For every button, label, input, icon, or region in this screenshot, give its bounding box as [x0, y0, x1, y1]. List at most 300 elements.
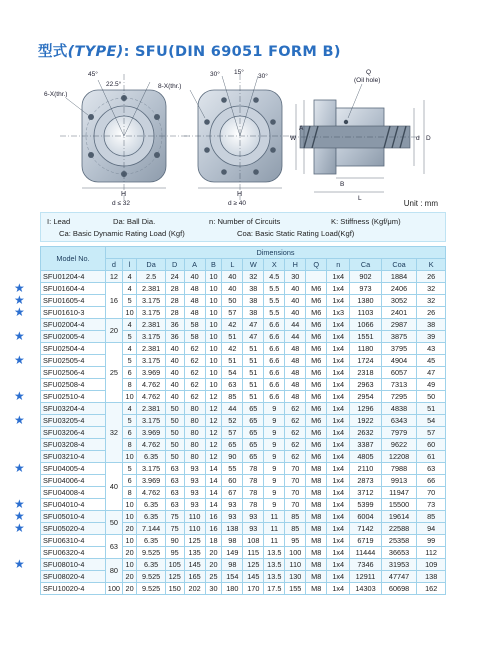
cell-w: 65 [243, 427, 264, 439]
cell-d: 24 [165, 271, 184, 283]
cell-ca: 2632 [350, 427, 381, 439]
model-cell: SFU03206-4 [41, 427, 106, 439]
cell-n: 1x4 [327, 343, 350, 355]
cell-q: M6 [306, 391, 327, 403]
cell-coa: 7313 [381, 379, 417, 391]
cell-d: 36 [165, 319, 184, 331]
cell-k: 112 [417, 547, 446, 559]
cell-b: 12 [205, 415, 222, 427]
model-cell: SFU04008-4 [41, 487, 106, 499]
cell-q [306, 271, 327, 283]
cell-da: 2.381 [137, 319, 165, 331]
cell-ca: 6719 [350, 535, 381, 547]
cell-b: 18 [205, 535, 222, 547]
cell-d: 90 [165, 535, 184, 547]
cell-coa: 22588 [381, 523, 417, 535]
side-view [290, 69, 431, 202]
cell-d: 80 [106, 559, 123, 583]
cell-coa: 9622 [381, 439, 417, 451]
cell-coa: 31953 [381, 559, 417, 571]
cell-l: 85 [222, 391, 243, 403]
cell-q: M6 [306, 355, 327, 367]
cell-b: 12 [205, 391, 222, 403]
cell-q: M6 [306, 415, 327, 427]
cell-n: 1x4 [327, 487, 350, 499]
cell-d: 50 [165, 451, 184, 463]
cell-x: 9 [264, 499, 285, 511]
cell-d: 20 [106, 319, 123, 343]
cell-coa: 4904 [381, 355, 417, 367]
cell-k: 66 [417, 475, 446, 487]
side-b-label: B [340, 181, 345, 188]
cell-a: 58 [184, 319, 205, 331]
cell-l: 67 [222, 487, 243, 499]
column-header-a: A [184, 259, 205, 271]
cell-k: 63 [417, 463, 446, 475]
cell-a: 80 [184, 415, 205, 427]
unit-label: Unit : mm [403, 199, 438, 208]
cell-q: M6 [306, 367, 327, 379]
cell-coa: 6343 [381, 415, 417, 427]
cell-a: 93 [184, 475, 205, 487]
cell-ca: 1103 [350, 307, 381, 319]
cell-a: 165 [184, 571, 205, 583]
cell-h: 62 [285, 403, 306, 415]
cell-w: 32 [243, 271, 264, 283]
cell-k: 70 [417, 487, 446, 499]
cell-w: 38 [243, 295, 264, 307]
legend-box [40, 212, 446, 242]
cell-ca: 4805 [350, 451, 381, 463]
cell-d: 40 [165, 379, 184, 391]
cell-d: 50 [165, 403, 184, 415]
cell-h: 40 [285, 295, 306, 307]
cell-ca: 2318 [350, 367, 381, 379]
table-row [41, 319, 446, 331]
cell-q: M6 [306, 427, 327, 439]
model-cell: SFU03210-4 [41, 451, 106, 463]
model-cell: SFU01605-4 [41, 295, 106, 307]
table-row [41, 367, 446, 379]
cell-d: 63 [165, 475, 184, 487]
table-row [41, 559, 446, 571]
cell-da: 4.762 [137, 439, 165, 451]
legend-ball-dia: Da: Ball Dia. [113, 217, 156, 226]
cell-l: 5 [122, 355, 137, 367]
cell-l: 10 [122, 307, 137, 319]
cell-h: 62 [285, 439, 306, 451]
cell-k: 32 [417, 295, 446, 307]
column-header-w: W [243, 259, 264, 271]
cell-da: 3.175 [137, 295, 165, 307]
table-row [41, 571, 446, 583]
model-cell: SFU01604-4 [41, 283, 106, 295]
left-holes-label: 6-X(thr.) [44, 91, 68, 98]
left-d-label: d ≤ 32 [112, 200, 131, 207]
model-header: Model No. [41, 247, 106, 271]
model-cell: SFU04006-4 [41, 475, 106, 487]
cell-d: 28 [165, 307, 184, 319]
cell-d: 63 [165, 487, 184, 499]
cell-da: 2.5 [137, 271, 165, 283]
cell-da: 7.144 [137, 523, 165, 535]
cell-x: 9 [264, 463, 285, 475]
model-cell: SFU02506-4 [41, 367, 106, 379]
specs-table [40, 246, 446, 595]
cell-w: 51 [243, 355, 264, 367]
side-a-label: A [299, 125, 304, 132]
cell-ca: 7346 [350, 559, 381, 571]
cell-da: 9.525 [137, 571, 165, 583]
cell-h: 70 [285, 463, 306, 475]
legend-circuits: n: Number of Circuits [209, 217, 281, 226]
cell-h: 110 [285, 559, 306, 571]
flange-view-left [44, 70, 190, 207]
cell-k: 43 [417, 343, 446, 355]
cell-d: 50 [165, 427, 184, 439]
cell-b: 10 [205, 331, 222, 343]
legend-lead: I: Lead [47, 217, 71, 226]
cell-k: 26 [417, 271, 446, 283]
cell-q: M6 [306, 331, 327, 343]
cell-k: 26 [417, 307, 446, 319]
cell-l: 50 [222, 295, 243, 307]
table-row [41, 535, 446, 547]
cell-d: 28 [165, 283, 184, 295]
cell-ca: 3387 [350, 439, 381, 451]
legend-stiffness: K: Stiffness (Kgf/μm) [331, 217, 401, 226]
model-cell: SFU05020-4 [41, 523, 106, 535]
cell-l: 6 [122, 427, 137, 439]
cell-da: 2.381 [137, 283, 165, 295]
cell-b: 30 [205, 583, 222, 595]
cell-n: 1x4 [327, 523, 350, 535]
cell-d: 25 [106, 343, 123, 403]
cell-n: 1x4 [327, 331, 350, 343]
model-cell: SFU02508-4 [41, 379, 106, 391]
mid-d-label: d ≥ 40 [228, 200, 247, 207]
model-cell: SFU02504-4 [41, 343, 106, 355]
cell-x: 4.5 [264, 271, 285, 283]
cell-a: 110 [184, 511, 205, 523]
table-body [41, 271, 446, 595]
cell-k: 32 [417, 283, 446, 295]
cell-ca: 1380 [350, 295, 381, 307]
cell-da: 3.175 [137, 355, 165, 367]
cell-x: 6.6 [264, 391, 285, 403]
cell-d: 32 [106, 403, 123, 463]
table-row [41, 271, 446, 283]
cell-coa: 7988 [381, 463, 417, 475]
cell-q: M8 [306, 559, 327, 571]
mid-angle-30a: 30° [210, 71, 220, 78]
cell-w: 38 [243, 283, 264, 295]
cell-l: 4 [122, 343, 137, 355]
cell-b: 10 [205, 271, 222, 283]
table-row [41, 487, 446, 499]
cell-x: 9 [264, 451, 285, 463]
cell-q: M6 [306, 319, 327, 331]
model-cell: SFU06320-4 [41, 547, 106, 559]
cell-b: 10 [205, 295, 222, 307]
cell-coa: 2987 [381, 319, 417, 331]
star-icon: ★ [14, 557, 25, 571]
cell-b: 20 [205, 547, 222, 559]
cell-x: 9 [264, 439, 285, 451]
cell-l: 10 [122, 559, 137, 571]
cell-x: 6.6 [264, 355, 285, 367]
star-icon: ★ [14, 305, 25, 319]
cell-b: 10 [205, 355, 222, 367]
cell-da: 3.175 [137, 331, 165, 343]
cell-l: 93 [222, 511, 243, 523]
side-d-label: d [416, 135, 420, 142]
cell-k: 109 [417, 559, 446, 571]
table-row [41, 511, 446, 523]
cell-w: 65 [243, 451, 264, 463]
cell-w: 93 [243, 511, 264, 523]
column-header-k: K [417, 259, 446, 271]
cell-k: 49 [417, 379, 446, 391]
cell-ca: 1724 [350, 355, 381, 367]
cell-d: 50 [165, 439, 184, 451]
cell-l: 52 [222, 415, 243, 427]
cell-da: 9.525 [137, 583, 165, 595]
cell-a: 80 [184, 427, 205, 439]
cell-b: 14 [205, 487, 222, 499]
cell-x: 6.6 [264, 331, 285, 343]
cell-b: 14 [205, 499, 222, 511]
cell-coa: 47747 [381, 571, 417, 583]
table-row [41, 295, 446, 307]
side-q-label: Q [366, 69, 372, 76]
cell-a: 48 [184, 295, 205, 307]
cell-w: 78 [243, 499, 264, 511]
legend-dynamic: Ca: Basic Dynamic Rating Load (Kgf) [59, 229, 185, 238]
cell-coa: 2401 [381, 307, 417, 319]
cell-coa: 3052 [381, 295, 417, 307]
cell-k: 73 [417, 499, 446, 511]
cell-l: 57 [222, 307, 243, 319]
cell-h: 48 [285, 367, 306, 379]
cell-x: 6.6 [264, 367, 285, 379]
cell-a: 145 [184, 559, 205, 571]
cell-k: 61 [417, 451, 446, 463]
cell-coa: 3795 [381, 343, 417, 355]
cell-coa: 25358 [381, 535, 417, 547]
cell-d: 95 [165, 547, 184, 559]
cell-coa: 7295 [381, 391, 417, 403]
cell-d: 36 [165, 331, 184, 343]
table-row [41, 403, 446, 415]
model-cell: SFU04010-4 [41, 499, 106, 511]
cell-w: 51 [243, 391, 264, 403]
cell-coa: 60698 [381, 583, 417, 595]
cell-n: 1x4 [327, 439, 350, 451]
cell-n: 1x4 [327, 355, 350, 367]
cell-q: M6 [306, 343, 327, 355]
cell-l: 63 [222, 379, 243, 391]
cell-l: 65 [222, 439, 243, 451]
model-cell: SFU03204-4 [41, 403, 106, 415]
cell-q: M8 [306, 523, 327, 535]
cell-d: 150 [165, 583, 184, 595]
cell-l: 93 [222, 499, 243, 511]
cell-h: 62 [285, 427, 306, 439]
cell-q: M6 [306, 403, 327, 415]
cell-n: 1x4 [327, 511, 350, 523]
cell-da: 3.175 [137, 307, 165, 319]
cell-b: 10 [205, 319, 222, 331]
cell-h: 85 [285, 511, 306, 523]
cell-l: 44 [222, 403, 243, 415]
mid-angle-15: 15° [234, 69, 244, 76]
cell-h: 40 [285, 307, 306, 319]
table-row [41, 451, 446, 463]
cell-l: 8 [122, 487, 137, 499]
cell-q: M8 [306, 547, 327, 559]
cell-w: 51 [243, 343, 264, 355]
cell-da: 4.762 [137, 487, 165, 499]
cell-b: 10 [205, 307, 222, 319]
cell-b: 10 [205, 367, 222, 379]
cell-a: 93 [184, 499, 205, 511]
cell-da: 3.175 [137, 415, 165, 427]
cell-k: 99 [417, 535, 446, 547]
cell-l: 10 [122, 499, 137, 511]
cell-n: 1x4 [327, 547, 350, 559]
cell-l: 42 [222, 343, 243, 355]
column-header-d: D [165, 259, 184, 271]
column-header-q: Q [306, 259, 327, 271]
cell-k: 162 [417, 583, 446, 595]
cell-l: 60 [222, 475, 243, 487]
cell-d: 40 [165, 355, 184, 367]
cell-d: 63 [165, 463, 184, 475]
star-icon: ★ [14, 293, 25, 307]
cell-x: 9 [264, 415, 285, 427]
cell-h: 48 [285, 391, 306, 403]
column-header-ca: Ca [350, 259, 381, 271]
cell-a: 48 [184, 283, 205, 295]
cell-x: 6.6 [264, 319, 285, 331]
cell-n: 1x4 [327, 475, 350, 487]
cell-b: 10 [205, 343, 222, 355]
cell-d: 75 [165, 523, 184, 535]
cell-l: 20 [122, 583, 137, 595]
cell-k: 38 [417, 319, 446, 331]
cell-coa: 6057 [381, 367, 417, 379]
cell-n: 1x4 [327, 367, 350, 379]
column-header-n: n [327, 259, 350, 271]
cell-n: 1x4 [327, 535, 350, 547]
model-cell: SFU02005-4 [41, 331, 106, 343]
cell-a: 125 [184, 535, 205, 547]
cell-a: 48 [184, 307, 205, 319]
cell-da: 6.35 [137, 451, 165, 463]
cell-q: M8 [306, 487, 327, 499]
left-angle-45: 45° [88, 71, 98, 78]
cell-da: 3.969 [137, 367, 165, 379]
cell-b: 16 [205, 511, 222, 523]
cell-w: 108 [243, 535, 264, 547]
cell-ca: 902 [350, 271, 381, 283]
cell-ca: 12911 [350, 571, 381, 583]
left-angle-225: 22.5° [106, 81, 122, 88]
cell-d: 40 [165, 391, 184, 403]
cell-a: 62 [184, 355, 205, 367]
cell-l: 8 [122, 379, 137, 391]
cell-x: 11 [264, 523, 285, 535]
cell-coa: 7979 [381, 427, 417, 439]
cell-a: 202 [184, 583, 205, 595]
cell-d: 125 [165, 571, 184, 583]
cell-ca: 5399 [350, 499, 381, 511]
dimensions-header: Dimensions [106, 247, 446, 259]
star-icon: ★ [14, 389, 25, 403]
cell-q: M8 [306, 499, 327, 511]
cell-a: 80 [184, 439, 205, 451]
cell-l: 55 [222, 463, 243, 475]
cell-h: 70 [285, 475, 306, 487]
cell-da: 2.381 [137, 343, 165, 355]
cell-da: 6.35 [137, 535, 165, 547]
cell-b: 20 [205, 559, 222, 571]
cell-w: 51 [243, 367, 264, 379]
cell-q: M8 [306, 571, 327, 583]
cell-n: 1x4 [327, 283, 350, 295]
cell-b: 14 [205, 463, 222, 475]
cell-d: 40 [106, 463, 123, 511]
star-icon: ★ [14, 413, 25, 427]
cell-a: 62 [184, 367, 205, 379]
cell-ca: 1296 [350, 403, 381, 415]
table-row [41, 583, 446, 595]
table-row [41, 475, 446, 487]
title-type: (TYPE) [67, 44, 124, 60]
side-D-label: D [426, 135, 431, 142]
cell-n: 1x4 [327, 391, 350, 403]
table-row [41, 499, 446, 511]
cell-l: 180 [222, 583, 243, 595]
cell-l: 5 [122, 331, 137, 343]
cell-l: 54 [222, 367, 243, 379]
cell-a: 62 [184, 379, 205, 391]
cell-coa: 9913 [381, 475, 417, 487]
cell-k: 51 [417, 403, 446, 415]
cell-w: 38 [243, 307, 264, 319]
column-header-da: Da [137, 259, 165, 271]
cell-l: 6 [122, 475, 137, 487]
model-cell: SFU02004-4 [41, 319, 106, 331]
cell-a: 93 [184, 487, 205, 499]
cell-n: 1x4 [327, 571, 350, 583]
cell-d: 100 [106, 583, 123, 595]
cell-x: 9 [264, 403, 285, 415]
cell-n: 1x4 [327, 499, 350, 511]
side-oil-label: (Oil hole) [354, 77, 381, 84]
cell-l: 20 [122, 523, 137, 535]
cell-a: 135 [184, 547, 205, 559]
cell-coa: 4838 [381, 403, 417, 415]
cell-n: 1x4 [327, 427, 350, 439]
cell-l: 10 [122, 451, 137, 463]
cell-a: 62 [184, 391, 205, 403]
cell-d: 16 [106, 283, 123, 319]
title-cn: 型式 [38, 44, 68, 60]
cell-l: 40 [222, 271, 243, 283]
cell-da: 4.762 [137, 391, 165, 403]
